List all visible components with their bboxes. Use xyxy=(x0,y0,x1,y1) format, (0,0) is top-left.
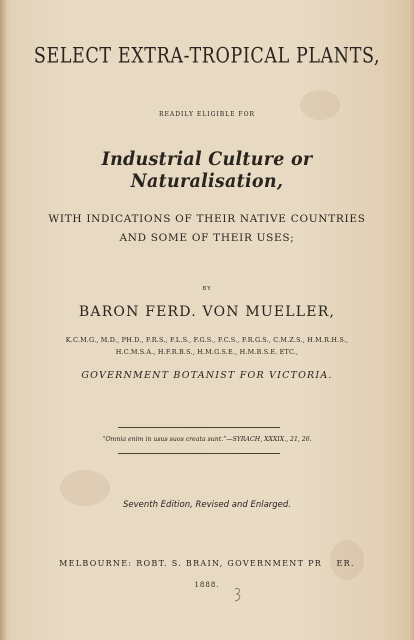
honours-line-2: H.C.M.S.A., H.F.R.B.S., H.M.G.S.E., H.M.B.S.E. ETC., xyxy=(115,347,299,356)
author-name: BARON FERD. VON MUELLER, xyxy=(78,304,336,320)
binding-edge xyxy=(0,0,6,640)
book-title: SELECT EXTRA-TROPICAL PLANTS, xyxy=(33,43,381,69)
readily-eligible-line: READILY ELIGIBLE FOR xyxy=(158,111,256,118)
publisher-imprint: MELBOURNE: ROBT. S. BRAIN, GOVERNMENT PR ER. xyxy=(59,559,355,568)
page-right-edge xyxy=(409,0,414,640)
by-line: BY xyxy=(202,286,212,292)
indications-line-2: AND SOME OF THEIR USES; xyxy=(119,232,295,244)
epigraph-quote: “Omnia enim in usus suos creata sunt.”—SYRACH, XXXIX., 21, 26. xyxy=(102,436,312,443)
blackletter-subtitle: Industrial Culture or Naturalisation, xyxy=(101,148,313,192)
indications-line-1: WITH INDICATIONS OF THEIR NATIVE COUNTRIES xyxy=(48,213,366,225)
honours-line-1: K.C.M.G., M.D., PH.D., F.R.S., F.L.S., F.G.S., F.C.S., F.R.G.S., C.M.Z.S., H.M.R.H.S., xyxy=(65,336,349,344)
quote-rule-top xyxy=(118,427,280,428)
author-honours xyxy=(14,335,400,358)
indications-text xyxy=(14,210,400,248)
quote-rule-bottom xyxy=(118,453,280,454)
publication-year: 1888. xyxy=(194,581,220,589)
pencil-mark-icon xyxy=(232,586,244,604)
title-page-content xyxy=(14,0,400,640)
edition-statement: Seventh Edition, Revised and Enlarged. xyxy=(122,500,292,510)
author-position: GOVERNMENT BOTANIST FOR VICTORIA. xyxy=(81,370,333,381)
